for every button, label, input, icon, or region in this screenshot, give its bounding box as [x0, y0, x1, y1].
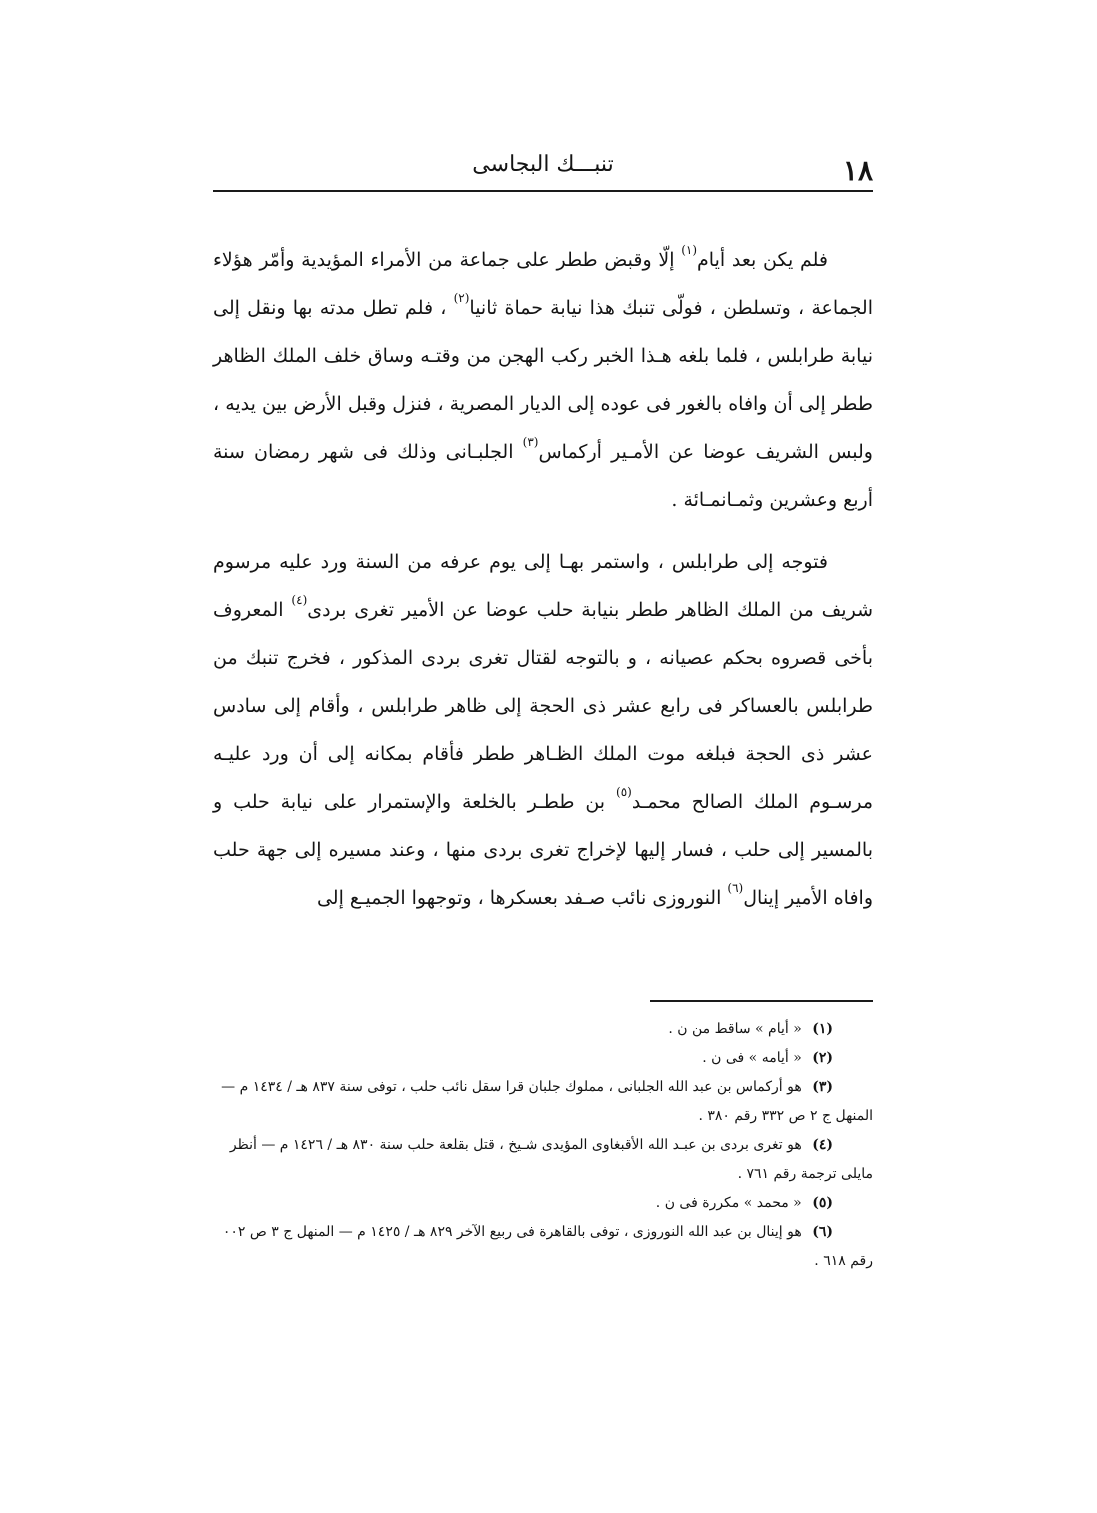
footnote — [213, 1189, 873, 1218]
footnote-number: (٢) — [812, 1050, 833, 1066]
text-run: فتوجه إلى طرابلس ، واستمر بهـا إلى يوم عرفه من السنة ورد عليه مرسوم شريف من الملك الظاهر ططر بنيابة حلب عوضا عن الأمير تغرى بردى — [213, 551, 873, 621]
paragraph — [213, 538, 873, 922]
footnote-rule — [650, 1000, 873, 1002]
header-rule — [213, 190, 873, 192]
footnote-text: هو أركماس بن عبد الله الجلبانى ، مملوك جلبان قرا سقل نائب حلب ، توفى سنة ٨٣٧ هـ / ١٤٣٤ م — المنهل ج ٢ ص ٣٣٢ رقم ٣٨٠ . — [221, 1079, 873, 1124]
footnote-number: (٥) — [812, 1195, 833, 1211]
footnote — [213, 1073, 873, 1131]
text-run: بن ططـر بالخلعة والإستمرار على نيابة حلب و بالمسير إلى حلب ، فسار إليها لإخراج تغرى بردى منها ، وعند مسيره إلى جهة حلب وافاه الأمير إينال — [213, 791, 873, 909]
footnote-text: « أيام » ساقط من ن . — [668, 1021, 802, 1037]
footnote-text: « محمد » مكررة فى ن . — [655, 1195, 802, 1211]
footnote-number: (٦) — [812, 1224, 833, 1240]
footnote-text: هو إينال بن عبد الله النوروزى ، توفى بالقاهرة فى ربيع الآخر ٨٢٩ هـ / ١٤٢٥ م — المنهل ج ٣ ص ٠٠٢ رقم ٦١٨ . — [222, 1224, 873, 1269]
footnote-text: هو تغرى بردى بن عبـد الله الأقبغاوى المؤيدى شـيخ ، قتل بقلعة حلب سنة ٨٣٠ هـ / ١٤٢٦ م — أنظر مايلى ترجمة رقم ٧٦١ . — [229, 1137, 873, 1182]
footnotes — [213, 1015, 873, 1276]
text-run: فلم يكن بعد أيام — [697, 249, 828, 271]
footnote — [213, 1015, 873, 1044]
footnote-reference: (٤) — [291, 593, 308, 607]
footnote-text: « أيامه » فى ن . — [702, 1050, 802, 1066]
text-run: إلّا وقبض ططر على جماعة من الأمراء المؤيدية وأمّر هؤلاء الجماعة ، وتسلطن ، فولّى تنبك هذا نيابة حماة ثانيا — [213, 249, 873, 319]
footnote-reference: (٦) — [727, 881, 744, 895]
footnote — [213, 1131, 873, 1189]
footnote-number: (٣) — [812, 1079, 833, 1095]
footnote-number: (٤) — [812, 1137, 833, 1153]
running-title: تنبـــك البجاسى — [472, 152, 614, 177]
footnote — [213, 1044, 873, 1073]
footnote-reference: (٣) — [522, 435, 539, 449]
footnote-number: (١) — [812, 1021, 833, 1037]
page-header — [213, 148, 873, 188]
text-run: النوروزى نائب صـفد بعسكرها ، وتوجهوا الجميـع إلى — [316, 887, 728, 909]
paragraph — [213, 236, 873, 524]
main-text — [213, 236, 873, 922]
footnote-reference: (١) — [681, 243, 698, 257]
footnote — [213, 1218, 873, 1276]
footnote-reference: (٢) — [453, 291, 470, 305]
text-run: المعروف بأخى قصروه بحكم عصيانه ، و بالتوجه لقتال تغرى بردى المذكور ، فخرج تنبك من طرابلس بالعساكر فى رابع عشر ذى الحجة إلى ظاهر طرابلس ، وأقام إلى سادس عشر ذى الحجة فبلغه موت الملك الظـاهر ططر فأقام بمكانه إلى أن ورد عليـه مرسـوم الملك الصالح محمـد — [213, 599, 873, 813]
text-run: الجلبـانى وذلك فى شهر رمضان سنة أربع وعشرين وثمـانمـائة . — [213, 441, 873, 511]
footnote-reference: (٥) — [616, 785, 632, 799]
page-number: ١٨ — [842, 154, 873, 187]
text-run: ، فلم تطل مدته بها ونقل إلى نيابة طرابلس ، فلما بلغه هـذا الخبر ركب الهجن من وقتـه وساق خلف الملك الظاهر ططر إلى أن وافاه بالغور فى عوده إلى الديار المصرية ، فنزل وقبل الأرض بين يديه ، ولبس الشريف عوضا عن الأمـير أركماس — [213, 297, 873, 463]
